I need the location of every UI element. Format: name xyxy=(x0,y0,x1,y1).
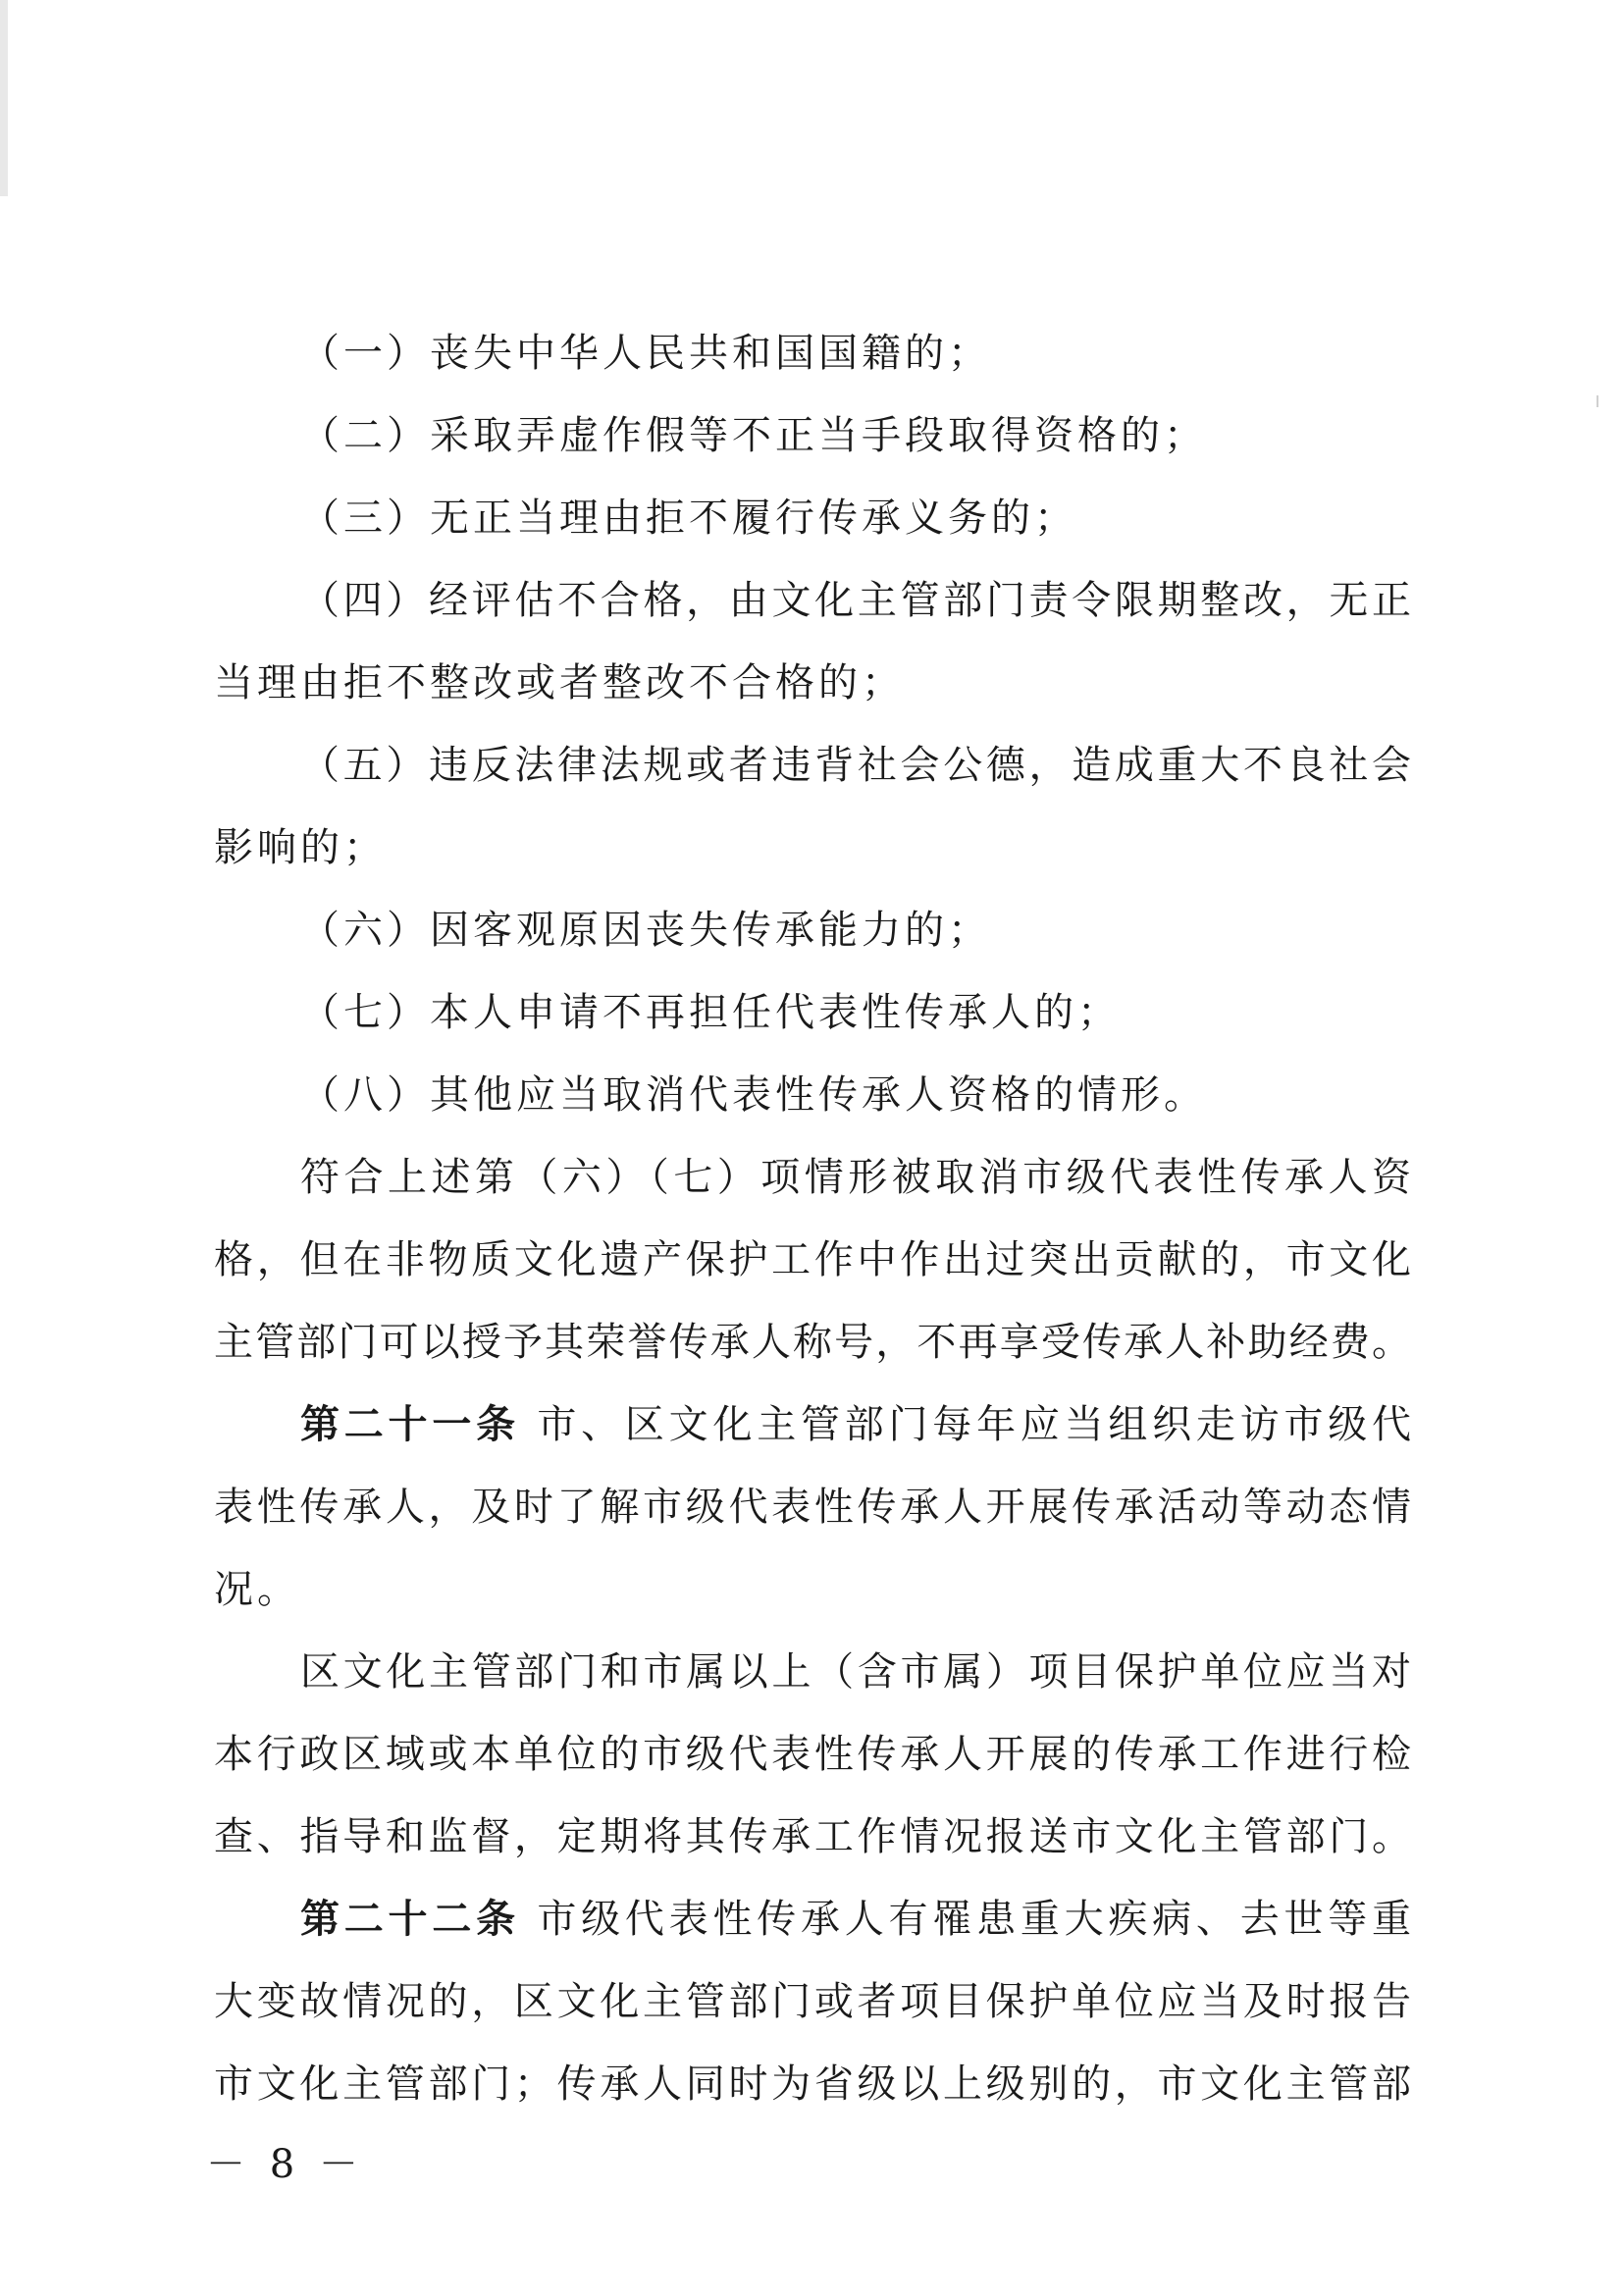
list-item-5-line-2: 影响的； xyxy=(214,825,387,870)
article-21-line-1 xyxy=(300,1383,1411,1466)
scan-dust-mark xyxy=(1597,395,1598,407)
scan-edge-mark xyxy=(0,0,8,196)
article-21-line-2: 表性传承人，及时了解市级代表性传承人开展传承活动等动态情 xyxy=(214,1485,1411,1530)
list-item-8: （八）其他应当取消代表性传承人资格的情形。 xyxy=(300,1072,1207,1118)
list-item-3: （三）无正当理由拒不履行传承义务的； xyxy=(300,496,1077,541)
honor-paragraph-line-2: 格，但在非物质文化遗产保护工作中作出过突出贡献的，市文化 xyxy=(214,1237,1411,1282)
list-item-1: （一）丧失中华人民共和国国籍的； xyxy=(300,331,991,376)
article-21-para-2-line-1: 区文化主管部门和市属以上（含市属）项目保护单位应当对 xyxy=(300,1649,1411,1695)
article-22-line-3: 市文化主管部门；传承人同时为省级以上级别的，市文化主管部 xyxy=(214,2061,1411,2107)
list-item-5-line-1: （五）违反法律法规或者违背社会公德，造成重大不良社会 xyxy=(300,743,1411,788)
article-22-text: 市级代表性传承人有罹患重大疾病、去世等重 xyxy=(537,1897,1412,1942)
article-21-heading: 第二十一条 xyxy=(300,1402,520,1447)
honor-paragraph-line-3: 主管部门可以授予其荣誉传承人称号，不再享受传承人补助经费。 xyxy=(214,1320,1411,1365)
article-21-para-2-line-2: 本行政区域或本单位的市级代表性传承人开展的传承工作进行检 xyxy=(214,1732,1411,1777)
list-item-4-line-2: 当理由拒不整改或者整改不合格的； xyxy=(214,660,905,705)
list-item-4-line-1: （四）经评估不合格，由文化主管部门责令限期整改，无正 xyxy=(300,578,1411,623)
article-22-line-1 xyxy=(300,1878,1411,1960)
article-21-para-2-line-3: 查、指导和监督，定期将其传承工作情况报送市文化主管部门。 xyxy=(214,1814,1411,1859)
article-22-heading: 第二十二条 xyxy=(300,1897,520,1942)
article-21-text: 市、区文化主管部门每年应当组织走访市级代 xyxy=(537,1402,1412,1447)
article-22-line-2: 大变故情况的，区文化主管部门或者项目保护单位应当及时报告 xyxy=(214,1979,1411,2024)
honor-paragraph-line-1: 符合上述第（六）（七）项情形被取消市级代表性传承人资 xyxy=(300,1155,1411,1200)
list-item-6: （六）因客观原因丧失传承能力的； xyxy=(300,908,991,953)
list-item-7: （七）本人申请不再担任代表性传承人的； xyxy=(300,990,1121,1035)
article-21-line-3: 况。 xyxy=(214,1567,300,1612)
page-number: － 8 － xyxy=(206,2142,364,2187)
list-item-2: （二）采取弄虚作假等不正当手段取得资格的； xyxy=(300,413,1207,458)
